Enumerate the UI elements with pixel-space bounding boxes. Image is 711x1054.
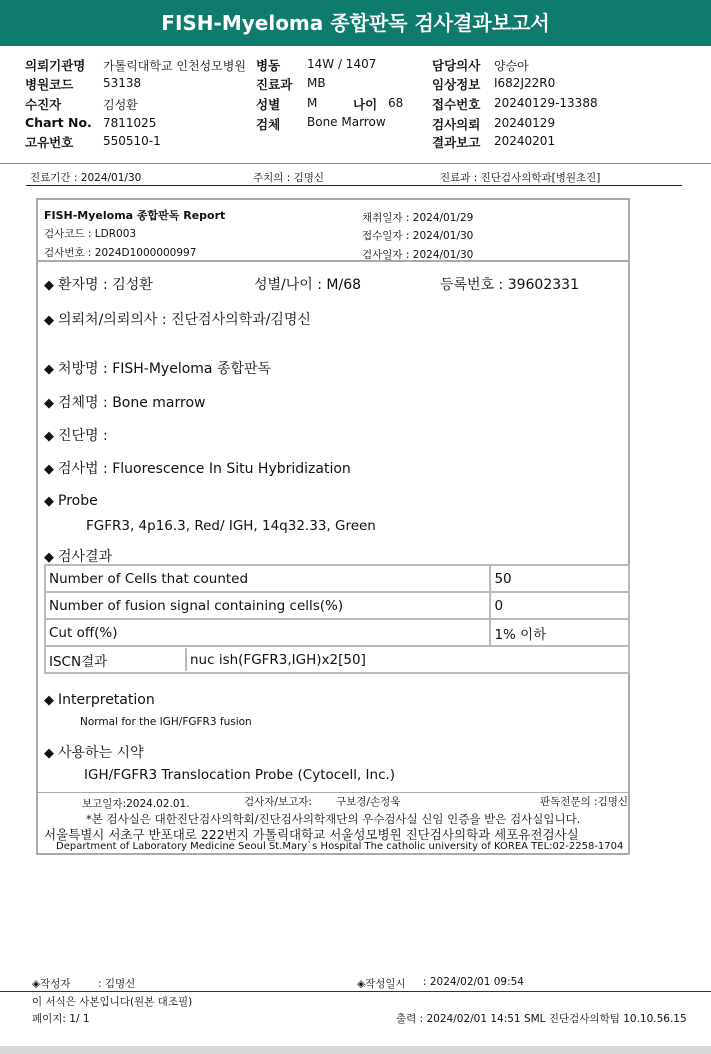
iscn-label: ISCN결과 [46,648,187,671]
value-institution: 가톨릭대학교 인천성모병원 [103,59,246,73]
label-hospital-code: 병원코드 [25,77,74,92]
label-department: 진료과 [256,77,293,92]
label-patient: 수진자 [25,97,62,112]
test-date: 검사일자 : 2024/01/30 [362,249,474,261]
print-info: 출력 : 2024/02/01 14:51 SML 진단검사의학팀 10.10.56.15 [396,1013,687,1025]
prescription: ◆ 처방명 : FISH-Myeloma 종합판독 [44,361,272,377]
page-number: 페이지: 1/ 1 [32,1013,90,1025]
written-value: : 2024/02/01 09:54 [423,976,524,988]
copy-note: 이 서식은 사본입니다(원본 대조필) [32,996,193,1008]
written-label: ◈작성일시 [357,978,406,990]
label-institution: 의뢰기관명 [25,58,86,73]
table-row [45,646,629,673]
patient-sex-age: 성별/나이 : M/68 [254,277,362,293]
report-code: 검사코드 : LDR003 [44,228,137,240]
report-date: 보고일자:2024.02.01. [82,798,190,810]
patient-name: ◆ 환자명 : 김성환 [44,277,153,293]
reagent-title: ◆ 사용하는 시약 [44,745,144,761]
bottom-strip [0,1046,711,1054]
value-sex: M [307,96,318,110]
value-unique-no: 550510-1 [103,134,161,148]
lab-address: 서울특별시 서초구 반포대로 222번지 가톨릭대학교 서울성모병원 진단검사의학과 세포유전검사실 [44,827,579,842]
iscn-row [45,646,629,673]
diagnosis: ◆ 진단명 : [44,428,108,444]
value-request-date: 20240129 [494,116,556,130]
result-label: Cut off(%) [45,619,490,646]
value-department: MB [307,76,326,90]
diamond-icon: ◆ [44,462,54,477]
examiner-label: 검사자/보고자: [244,796,312,808]
specialist: 판독전문의 :김명신 [540,796,629,808]
lab-department-en: Department of Laboratory Medicine Seoul St.Mary`s Hospital The catholic university of KOREA TEL:02-2258-1704 [56,841,624,852]
referrer: ◆ 의뢰처/의뢰의사 : 진단검사의학과/김명신 [44,312,311,328]
examiner-names: 구보경/손정욱 [336,796,401,808]
label-ward: 병동 [256,58,281,73]
probe-value: FGFR3, 4p16.3, Red/ IGH, 14q32.33, Green [86,518,376,534]
specimen-name: ◆ 검체명 : Bone marrow [44,395,206,411]
result-label: Number of Cells that counted [45,565,490,592]
report-name: FISH-Myeloma 종합판독 Report [44,209,226,222]
report-box [36,198,630,855]
value-clinical-info: I682J22R0 [494,76,556,90]
visit-department: 진료과 : 진단검사의학과[병원초진] [440,172,601,184]
table-row [45,592,629,619]
visit-divider [26,185,682,186]
report-title: FISH-Myeloma 종합판독 검사결과보고서 [0,0,711,46]
value-specimen: Bone Marrow [307,115,386,129]
value-hospital-code: 53138 [103,76,142,90]
reagent-value: IGH/FGFR3 Translocation Probe (Cytocell, Inc.) [84,767,396,783]
patient-reg-no: 등록번호 : 39602331 [440,277,579,293]
label-receipt-no: 접수번호 [432,97,481,112]
label-request-date: 검사의뢰 [432,117,481,132]
header-divider [0,163,711,164]
report-footer-divider [38,792,628,793]
result-value: 50 [490,565,629,592]
value-patient: 김성환 [103,98,138,112]
test-method: ◆ 검사법 : Fluorescence In Situ Hybridization [44,461,351,477]
footer-divider [0,991,711,992]
value-ward: 14W / 1407 [307,57,377,71]
interpretation-title: ◆ Interpretation [44,692,155,708]
diamond-icon: ◆ [44,362,54,377]
label-unique-no: 고유번호 [25,135,74,150]
diamond-icon: ◆ [44,746,54,761]
probe-title: ◆ Probe [44,493,98,509]
author-label: ◈작성자 [32,978,71,990]
visit-period: 진료기간 : 2024/01/30 [30,172,142,184]
author-value: : 김명신 [98,978,136,990]
value-receipt-no: 20240129-13388 [494,96,598,110]
label-age: 나이 [353,97,378,112]
table-row [45,619,629,646]
label-physician: 담당의사 [432,58,481,73]
diamond-icon: ◆ [44,313,54,328]
label-sex: 성별 [256,97,281,112]
diamond-icon: ◆ [44,396,54,411]
diamond-icon: ◆ [44,550,54,565]
table-row [45,565,629,592]
result-table [44,564,630,674]
result-title: ◆ 검사결과 [44,549,113,565]
report-number: 검사번호 : 2024D1000000997 [44,247,197,259]
certification: *본 검사실은 대한진단검사의학회/진단검사의학재단의 우수검사실 신임 인증을 받은 검사실입니다. [86,812,581,826]
diamond-icon: ◆ [44,494,54,509]
visit-doctor: 주치의 : 김명신 [253,172,325,184]
result-label: Number of fusion signal containing cells(%) [45,592,490,619]
interpretation-value: Normal for the IGH/FGFR3 fusion [80,716,252,728]
label-chart-no: Chart No. [25,115,92,130]
label-report-date: 결과보고 [432,135,481,150]
iscn-value: nuc ish(FGFR3,IGH)x2[50] [190,651,366,668]
result-value: 0 [490,592,629,619]
value-chart-no: 7811025 [103,116,157,130]
report-header [38,200,628,262]
receive-date: 접수일자 : 2024/01/30 [362,230,474,242]
label-specimen: 검체 [256,117,281,132]
result-value: 1% 이하 [490,619,629,646]
diamond-icon: ◆ [44,693,54,708]
collect-date: 채취일자 : 2024/01/29 [362,212,474,224]
label-clinical-info: 임상정보 [432,77,481,92]
diamond-icon: ◆ [44,429,54,444]
diamond-icon: ◆ [44,278,54,293]
value-age: 68 [388,96,404,110]
value-report-date: 20240201 [494,134,556,148]
value-physician: 양승아 [494,59,529,73]
